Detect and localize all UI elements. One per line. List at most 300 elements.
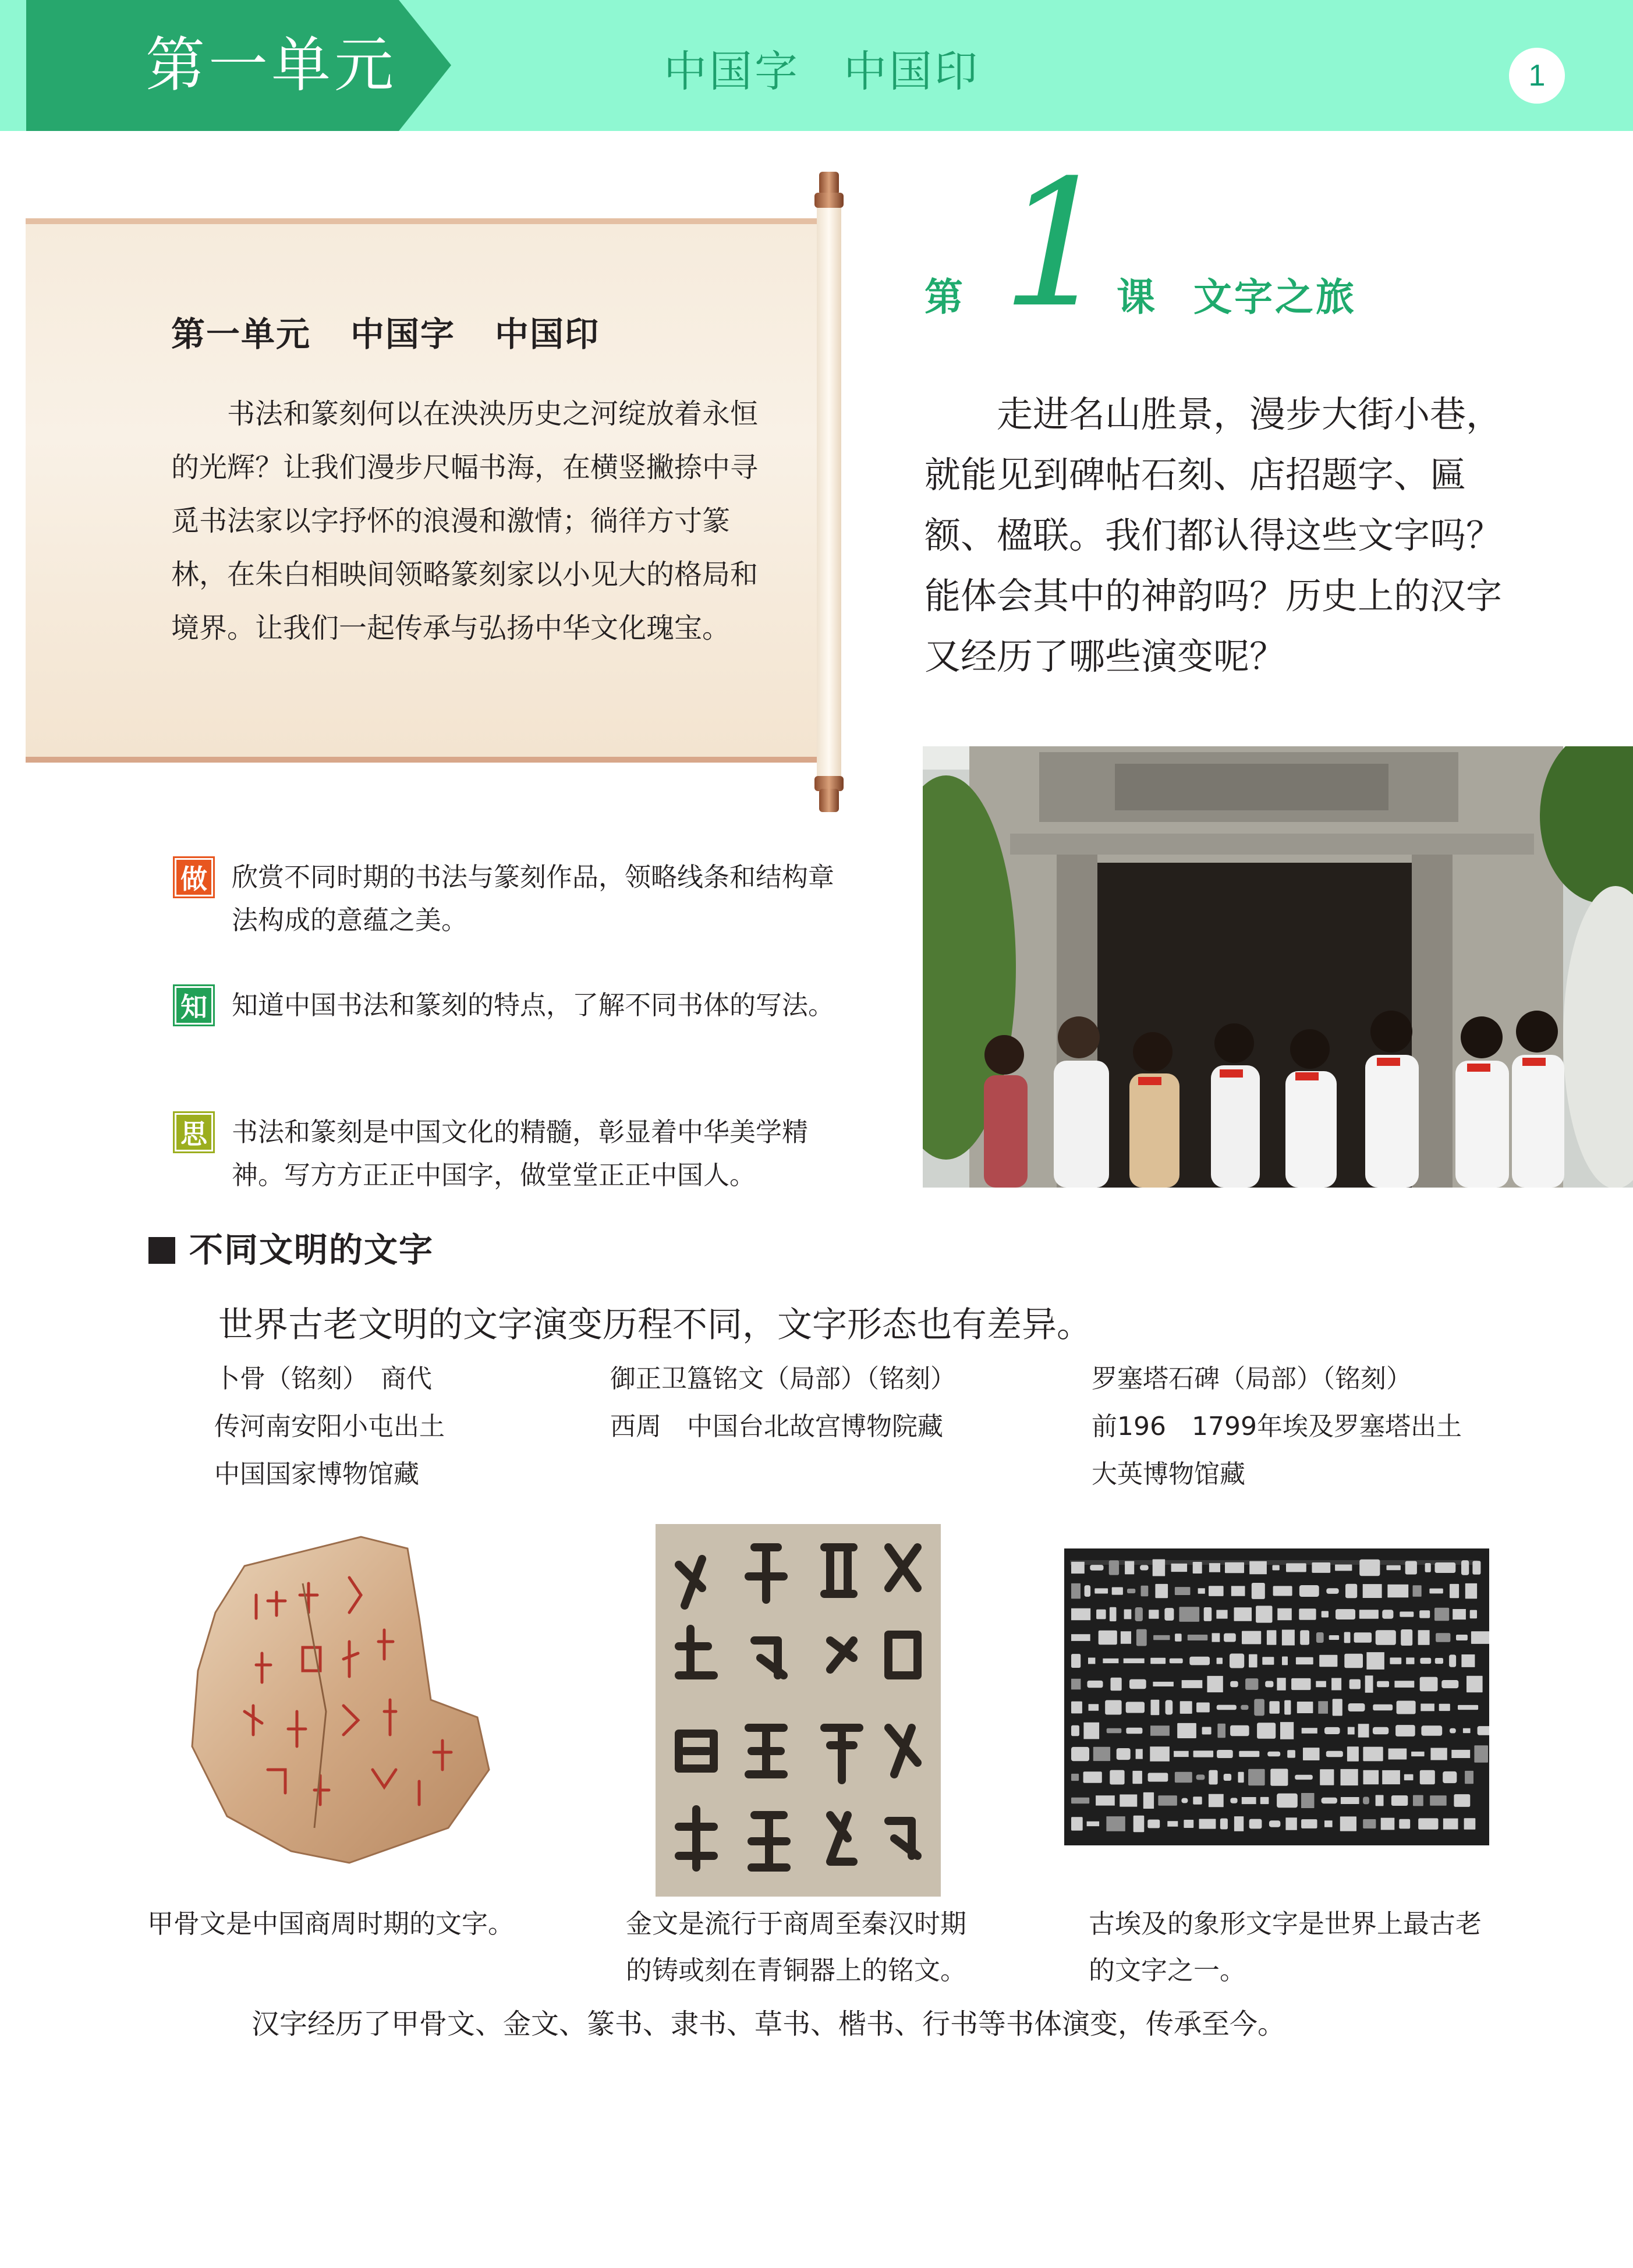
hieroglyph-mark <box>1301 1793 1315 1808</box>
hieroglyph-mark <box>1269 1701 1280 1714</box>
hieroglyph-mark <box>1450 1584 1459 1598</box>
hieroglyph-mark <box>1242 1631 1261 1645</box>
hieroglyph-mark <box>1300 1630 1309 1645</box>
hieroglyph-mark <box>1299 1585 1319 1597</box>
hieroglyph-mark <box>1179 1607 1200 1622</box>
hieroglyph-mark <box>1466 1676 1483 1692</box>
hieroglyph-mark <box>1411 1752 1425 1756</box>
hieroglyph-mark <box>1450 1728 1456 1734</box>
caption-bronze-line2: 西周 中国台北故宫博物院藏 <box>610 1412 943 1441</box>
street-photo <box>923 746 1633 1188</box>
hieroglyph-mark <box>1320 1769 1334 1785</box>
caption-rosetta-line3: 大英博物馆藏 <box>1092 1459 1245 1489</box>
hieroglyph-mark <box>1399 1819 1410 1829</box>
caption-rosetta-line1: 罗塞塔石碑（局部）（铭刻） <box>1092 1364 1412 1394</box>
hieroglyph-mark <box>1453 1609 1466 1620</box>
hieroglyph-mark <box>1188 1635 1208 1640</box>
hieroglyph-mark <box>1126 1702 1145 1713</box>
hieroglyph-mark <box>1071 1817 1083 1830</box>
hieroglyph-mark <box>1099 1631 1117 1645</box>
hieroglyph-mark <box>1318 1701 1328 1714</box>
scroll-text: 书法和篆刻何以在泱泱历史之河绽放着永恒的光辉？让我们漫步尺幅书海，在横竖撇捺中寻觅书法家以字抒怀的浪漫和激情；徜徉方寸篆林，在朱白相映间领略篆刻家以小见大的格局和境界。让我们一起传承与弘扬中华文化瑰宝。 <box>171 398 759 644</box>
hieroglyph-mark <box>1202 1727 1212 1735</box>
hieroglyph-mark <box>1358 1724 1369 1737</box>
hieroglyph-mark <box>1335 1565 1352 1571</box>
hieroglyph-mark <box>1209 1794 1224 1808</box>
hieroglyph-mark <box>1088 1658 1095 1664</box>
header-title <box>664 47 980 97</box>
oracle-bone-image <box>175 1525 501 1886</box>
hieroglyph-mark <box>1344 1632 1351 1643</box>
rosetta-stone-graphic <box>1064 1548 1489 1845</box>
hieroglyph-mark <box>1470 1610 1477 1619</box>
hieroglyph-mark <box>1071 1702 1082 1714</box>
hieroglyph-mark <box>1231 1586 1245 1596</box>
hieroglyph-mark <box>1071 1583 1081 1599</box>
hieroglyph-mark <box>1382 1610 1393 1619</box>
hieroglyph-mark <box>1430 1795 1447 1806</box>
hieroglyph-mark <box>1110 1607 1117 1621</box>
street-photo-graphic <box>923 746 1633 1188</box>
hieroglyph-mark <box>1366 1652 1384 1670</box>
lesson-di: 第 <box>924 275 963 320</box>
hieroglyph-mark <box>1224 1633 1236 1642</box>
hieroglyph-mark <box>1303 1748 1320 1760</box>
scroll-heading-part1: 第一单元 <box>171 314 311 354</box>
hieroglyph-mark <box>1193 1796 1202 1804</box>
hieroglyph-mark <box>1322 1798 1337 1803</box>
hieroglyph-mark <box>1435 1658 1443 1664</box>
caption-oracle-line1: 卜骨（铭刻） 商代 <box>214 1364 432 1394</box>
hieroglyph-mark <box>1252 1583 1265 1599</box>
hieroglyph-mark <box>1340 1816 1356 1831</box>
hieroglyph-mark <box>1207 1676 1223 1692</box>
hieroglyph-mark <box>1217 1750 1233 1758</box>
hieroglyph-mark <box>1381 1818 1395 1830</box>
unit-label: 第一单元 <box>146 31 397 100</box>
hieroglyph-mark <box>1230 1681 1238 1688</box>
hieroglyph-mark <box>1405 1561 1417 1575</box>
lesson-name: 文字之旅 <box>1193 275 1356 320</box>
hieroglyph-mark <box>1241 1705 1248 1710</box>
caption-rosetta-line2: 前196 1799年埃及罗塞塔出土 <box>1092 1412 1462 1441</box>
goal-badge-think: 思 <box>175 1113 213 1151</box>
hieroglyph-mark <box>1150 1725 1170 1736</box>
hieroglyph-mark <box>1324 1820 1333 1827</box>
hieroglyph-mark <box>1071 1725 1079 1737</box>
hieroglyph-mark <box>1333 1699 1342 1716</box>
hieroglyph-mark <box>1093 1747 1110 1761</box>
closing-text: 汉字经历了甲骨文、金文、篆书、隶书、草书、楷书、行书等书体演变，传承至今。 <box>251 2008 1286 2040</box>
hieroglyph-mark <box>1129 1679 1146 1689</box>
caption-bronze-line1: 御正卫簋铭文（局部）（铭刻） <box>610 1364 956 1394</box>
hieroglyph-mark <box>1316 1632 1324 1643</box>
hieroglyph-mark <box>1451 1750 1470 1758</box>
hieroglyph-mark <box>1121 1631 1131 1644</box>
hieroglyph-mark <box>1269 1820 1281 1827</box>
hieroglyph-mark <box>1103 1659 1118 1663</box>
hieroglyph-mark <box>1257 1723 1276 1739</box>
hieroglyph-mark <box>1319 1655 1337 1667</box>
hieroglyph-mark <box>1344 1654 1363 1668</box>
hieroglyph-mark <box>1336 1609 1355 1620</box>
lesson-intro: 走进名山胜景，漫步大街小巷，就能见到碑帖石刻、店招题字、匾额、楹联。我们都认得这些文字吗？能体会其中的神韵吗？历史上的汉字又经历了哪些演变呢？ <box>924 393 1503 678</box>
hieroglyph-mark <box>1464 1818 1476 1830</box>
hieroglyph-mark <box>1472 1561 1480 1575</box>
hieroglyph-mark <box>1089 1704 1099 1710</box>
hieroglyph-mark <box>1373 1727 1388 1735</box>
hieroglyph-mark <box>1474 1745 1488 1762</box>
hieroglyph-mark <box>1349 1679 1361 1689</box>
description-oracle-bone: 甲骨文是中国商周时期的文字。 <box>147 1908 515 1939</box>
hieroglyph-mark <box>1394 1681 1414 1688</box>
hieroglyph-mark <box>1071 1798 1089 1803</box>
bronze-inscription-image <box>656 1524 941 1897</box>
hieroglyph-mark <box>1217 1658 1223 1664</box>
caption-oracle-line2: 传河南安阳小屯出土 <box>214 1412 445 1441</box>
hieroglyph-mark <box>1106 1816 1125 1831</box>
hieroglyph-mark <box>1326 1751 1343 1757</box>
hieroglyph-mark <box>1220 1819 1228 1830</box>
hieroglyph-mark <box>1390 1657 1401 1664</box>
hieroglyph-mark <box>1225 1562 1244 1573</box>
hieroglyph-mark <box>1436 1633 1450 1642</box>
hieroglyph-mark <box>1388 1749 1407 1760</box>
hieroglyph-mark <box>1282 1657 1288 1665</box>
scroll-rod-graphic <box>797 172 861 812</box>
goal-text-think: 书法和篆刻是中国文化的精髓，彰显着中华美学精神。写方方正正中国字，做堂堂正正中国人。 <box>232 1117 809 1190</box>
hieroglyph-mark <box>1184 1820 1193 1828</box>
hieroglyph-mark <box>1110 1770 1124 1785</box>
caption-bronze <box>610 1355 956 1451</box>
hieroglyph-mark <box>1071 1562 1085 1574</box>
hieroglyph-mark <box>1286 1563 1306 1572</box>
hieroglyph-mark <box>1419 1610 1430 1618</box>
hieroglyph-mark <box>1242 1797 1256 1804</box>
hieroglyph-mark <box>1348 1727 1355 1735</box>
caption-oracle-bone <box>214 1355 445 1498</box>
hieroglyph-mark <box>1150 1658 1166 1664</box>
hieroglyph-mark <box>1180 1701 1192 1714</box>
hieroglyph-mark <box>1212 1633 1220 1642</box>
header-title-part1: 中国字 <box>664 47 800 97</box>
hieroglyph-mark <box>1478 1726 1489 1735</box>
hieroglyph-mark <box>1127 1589 1135 1593</box>
hieroglyph-mark <box>1150 1746 1170 1762</box>
hieroglyph-mark <box>1141 1586 1149 1597</box>
hieroglyph-mark <box>1167 1821 1178 1827</box>
rosetta-stone-image <box>1064 1548 1489 1845</box>
hieroglyph-mark <box>1299 1608 1316 1620</box>
hieroglyph-mark <box>1260 1797 1269 1804</box>
hieroglyph-mark <box>1273 1586 1292 1596</box>
hieroglyph-mark <box>1395 1725 1415 1737</box>
goal-think <box>175 1111 844 1197</box>
hieroglyph-mark <box>1267 1752 1280 1756</box>
hieroglyph-mark <box>1376 1795 1384 1806</box>
hieroglyph-mark <box>1270 1769 1288 1785</box>
hieroglyph-mark <box>1347 1746 1359 1762</box>
hieroglyph-mark <box>1418 1630 1430 1645</box>
hieroglyph-mark <box>1291 1678 1310 1690</box>
hieroglyph-mark <box>1363 1797 1369 1805</box>
hieroglyph-mark <box>1359 1610 1379 1619</box>
hieroglyph-mark <box>1071 1747 1089 1761</box>
description-rosetta: 古埃及的象形文字是世界上最古老的文字之一。 <box>1089 1908 1482 1986</box>
hieroglyph-mark <box>1125 1561 1134 1575</box>
scroll-heading <box>171 307 600 356</box>
hieroglyph-mark <box>1071 1774 1079 1781</box>
hieroglyph-mark <box>1329 1635 1339 1640</box>
hieroglyph-mark <box>1341 1797 1359 1804</box>
hieroglyph-mark <box>1277 1608 1292 1621</box>
hieroglyph-mark <box>1312 1562 1330 1573</box>
caption-oracle-line3: 中国国家博物馆藏 <box>214 1459 419 1489</box>
hieroglyph-mark <box>1085 1585 1091 1597</box>
hieroglyph-mark <box>1363 1819 1376 1828</box>
hieroglyph-mark <box>1149 1610 1159 1619</box>
hieroglyph-mark <box>1295 1775 1313 1780</box>
hieroglyph-mark <box>1363 1584 1382 1598</box>
hieroglyph-mark <box>1132 1771 1142 1784</box>
hieroglyph-mark <box>1324 1727 1340 1734</box>
hieroglyph-mark <box>1181 1798 1188 1803</box>
hieroglyph-mark <box>1287 1750 1295 1757</box>
section-title: 不同文明的文字 <box>148 1222 434 1271</box>
hieroglyph-mark <box>1420 1677 1438 1692</box>
oracle-bone-graphic <box>175 1525 501 1886</box>
hieroglyph-mark <box>1153 1682 1174 1686</box>
hieroglyph-mark <box>1166 1700 1173 1714</box>
hieroglyph-mark <box>1434 1608 1449 1621</box>
hieroglyph-mark <box>1083 1723 1099 1739</box>
hieroglyph-mark <box>1382 1770 1400 1784</box>
hieroglyph-mark <box>1238 1772 1244 1783</box>
hieroglyph-mark <box>1420 1658 1431 1664</box>
unit-tab <box>26 0 451 131</box>
hieroglyph-mark <box>1248 1769 1265 1785</box>
header-bar <box>0 0 1633 131</box>
hieroglyph-mark <box>1363 1747 1383 1762</box>
hieroglyph-mark <box>1124 1659 1145 1663</box>
hieroglyph-mark <box>1471 1631 1489 1644</box>
scroll-heading-part2: 中国字 <box>350 314 456 354</box>
hieroglyph-mark <box>1124 1610 1132 1620</box>
page-number: 1 <box>1509 48 1565 104</box>
hieroglyph-mark <box>1465 1583 1477 1599</box>
hieroglyph-mark <box>1322 1611 1329 1617</box>
hieroglyph-mark <box>1413 1795 1423 1806</box>
hieroglyph-mark <box>1326 1588 1338 1594</box>
hieroglyph-mark <box>1421 1704 1434 1711</box>
goal-badge-know: 知 <box>175 986 213 1025</box>
hieroglyph-mark <box>1140 1565 1149 1570</box>
hieroglyph-mark <box>1458 1705 1478 1710</box>
hieroglyph-mark <box>1071 1654 1081 1668</box>
hieroglyph-mark <box>1354 1632 1372 1642</box>
unit-intro-scroll <box>26 172 864 812</box>
hieroglyph-mark <box>1331 1678 1341 1691</box>
hieroglyph-mark <box>1285 1817 1297 1830</box>
hieroglyph-mark <box>1177 1723 1196 1738</box>
hieroglyph-mark <box>1425 1563 1431 1572</box>
bronze-inscription-graphic <box>656 1524 941 1897</box>
hieroglyph-mark <box>1175 1772 1192 1782</box>
hieroglyph-mark <box>1463 1728 1471 1733</box>
hieroglyph-mark <box>1265 1681 1273 1688</box>
goal-badge-do: 做 <box>175 858 213 896</box>
hieroglyph-mark <box>1302 1728 1317 1734</box>
hieroglyph-mark <box>1136 1749 1143 1759</box>
hieroglyph-mark <box>1239 1751 1259 1757</box>
hieroglyph-mark <box>1397 1701 1416 1714</box>
hieroglyph-mark <box>1359 1560 1380 1576</box>
hieroglyph-mark <box>1443 1819 1458 1830</box>
hieroglyph-mark <box>1284 1700 1291 1715</box>
hieroglyph-mark <box>1193 1750 1214 1757</box>
goal-text-know: 知道中国书法和篆刻的特点，了解不同书体的写法。 <box>232 990 835 1020</box>
hieroglyph-mark <box>1071 1608 1090 1621</box>
hieroglyph-mark <box>1230 1725 1249 1737</box>
goal-text-do: 欣赏不同时期的书法与篆刻作品，领略线条和结构章法构成的意蕴之美。 <box>232 862 835 935</box>
hieroglyph-mark <box>1153 1635 1170 1640</box>
hieroglyph-mark <box>1094 1588 1108 1593</box>
hieroglyph-mark <box>1249 1654 1257 1668</box>
header-title-part2: 中国印 <box>844 47 980 97</box>
lesson-number: 1 <box>1001 143 1113 346</box>
hieroglyph-mark <box>1441 1680 1458 1688</box>
hieroglyph-mark <box>1418 1818 1438 1829</box>
hieroglyph-mark <box>1153 1560 1166 1576</box>
hieroglyph-mark <box>1465 1771 1473 1784</box>
hieroglyph-mark <box>1209 1770 1217 1785</box>
hieroglyph-mark <box>1196 1774 1205 1780</box>
hieroglyph-mark <box>1348 1703 1365 1711</box>
hieroglyph-mark <box>1230 1798 1237 1803</box>
hieroglyph-mark <box>1090 1565 1103 1571</box>
hieroglyph-mark <box>1401 1629 1412 1646</box>
hieroglyph-mark <box>1112 1587 1123 1595</box>
hieroglyph-mark <box>1254 1699 1264 1716</box>
hieroglyph-mark <box>1135 1607 1143 1621</box>
hieroglyph-mark <box>1209 1586 1224 1596</box>
hieroglyph-mark <box>1209 1563 1220 1572</box>
hieroglyph-mark <box>1249 1561 1267 1574</box>
hieroglyph-mark <box>1133 1816 1145 1832</box>
hieroglyph-mark <box>1234 1816 1244 1831</box>
hieroglyph-mark <box>1111 1678 1122 1691</box>
hieroglyph-mark <box>1429 1589 1443 1594</box>
hieroglyph-mark <box>1282 1630 1295 1646</box>
hieroglyph-mark <box>1143 1792 1154 1809</box>
hieroglyph-mark <box>1345 1584 1357 1599</box>
hieroglyph-mark <box>1262 1657 1274 1665</box>
hieroglyph-mark <box>1363 1770 1379 1784</box>
hieroglyph-mark <box>1217 1724 1225 1738</box>
section-intro: 世界古老文明的文字演变历程不同，文字形态也有差异。 <box>218 1305 1092 1345</box>
hieroglyph-mark <box>1377 1681 1389 1688</box>
hieroglyph-mark <box>1117 1748 1131 1760</box>
hieroglyph-mark <box>1245 1678 1258 1690</box>
hieroglyph-mark <box>1267 1630 1277 1645</box>
hieroglyph-mark <box>1175 1587 1191 1595</box>
hieroglyph-mark <box>1096 1795 1115 1805</box>
hieroglyph-mark <box>1216 1610 1227 1619</box>
hieroglyph-mark <box>1088 1681 1103 1688</box>
scroll-heading-part3: 中国印 <box>495 314 600 354</box>
hieroglyph-mark <box>1147 1820 1160 1828</box>
hieroglyph-mark <box>1096 1610 1106 1620</box>
lesson-ke: 课 <box>1117 275 1155 320</box>
hieroglyph-mark <box>1071 1634 1090 1641</box>
hieroglyph-mark <box>1456 1635 1468 1640</box>
hieroglyph-mark <box>1087 1822 1100 1826</box>
hieroglyph-mark <box>1199 1819 1216 1829</box>
hieroglyph-mark <box>1182 1680 1203 1688</box>
hieroglyph-mark <box>1273 1565 1280 1571</box>
hieroglyph-mark <box>1400 1611 1414 1617</box>
hieroglyph-mark <box>1109 1560 1119 1575</box>
hieroglyph-mark <box>1071 1679 1081 1690</box>
hieroglyph-mark <box>1083 1771 1102 1783</box>
hieroglyph-mark <box>1175 1633 1182 1642</box>
hieroglyph-mark <box>1391 1795 1408 1806</box>
hieroglyph-mark <box>1148 1773 1168 1781</box>
hieroglyph-mark <box>1151 1700 1160 1716</box>
goal-know <box>175 984 844 1027</box>
hieroglyph-mark <box>1155 1584 1168 1598</box>
hieroglyph-mark <box>1443 1771 1457 1783</box>
hieroglyph-mark <box>1217 1705 1237 1710</box>
hieroglyph-mark <box>1224 1774 1231 1781</box>
hieroglyph-mark <box>1234 1607 1252 1621</box>
hieroglyph-mark <box>1198 1588 1205 1594</box>
goal-do <box>175 856 844 942</box>
hieroglyph-mark <box>1256 1606 1272 1622</box>
hieroglyph-mark <box>1158 1795 1177 1806</box>
hieroglyph-mark <box>1174 1751 1189 1757</box>
hieroglyph-mark <box>1296 1657 1313 1665</box>
description-bronze: 金文是流行于商周至秦汉时期的铸或刻在青铜器上的铭文。 <box>626 1908 967 1986</box>
hieroglyph-mark <box>1461 1560 1469 1575</box>
hieroglyph-mark <box>1406 1657 1414 1664</box>
hieroglyph-mark <box>1126 1728 1142 1734</box>
hieroglyph-mark <box>1193 1562 1202 1574</box>
hieroglyph-mark <box>1376 1630 1396 1645</box>
hieroglyph-mark <box>1105 1700 1121 1715</box>
hieroglyph-mark <box>1365 1675 1373 1692</box>
hieroglyph-mark <box>1120 1795 1137 1807</box>
hieroglyph-mark <box>1277 1794 1298 1808</box>
hieroglyph-mark <box>1316 1681 1326 1688</box>
hieroglyph-mark <box>1420 1770 1435 1785</box>
hieroglyph-mark <box>1249 1819 1262 1829</box>
hieroglyph-mark <box>1373 1704 1393 1711</box>
hieroglyph-mark <box>1435 1562 1456 1573</box>
hieroglyph-mark <box>1387 1585 1408 1598</box>
hieroglyph-mark <box>1230 1654 1244 1668</box>
hieroglyph-mark <box>1107 1728 1122 1734</box>
hieroglyph-mark <box>1341 1769 1358 1785</box>
hieroglyph-mark <box>1164 1608 1174 1621</box>
hieroglyph-mark <box>1413 1585 1422 1597</box>
hieroglyph-mark <box>1196 1703 1210 1713</box>
hieroglyph-mark <box>1277 1678 1285 1691</box>
hieroglyph-mark <box>1439 1704 1450 1711</box>
hieroglyph-mark <box>1301 1819 1317 1828</box>
hieroglyph-mark <box>1297 1702 1313 1713</box>
hieroglyph-mark <box>1454 1794 1470 1807</box>
